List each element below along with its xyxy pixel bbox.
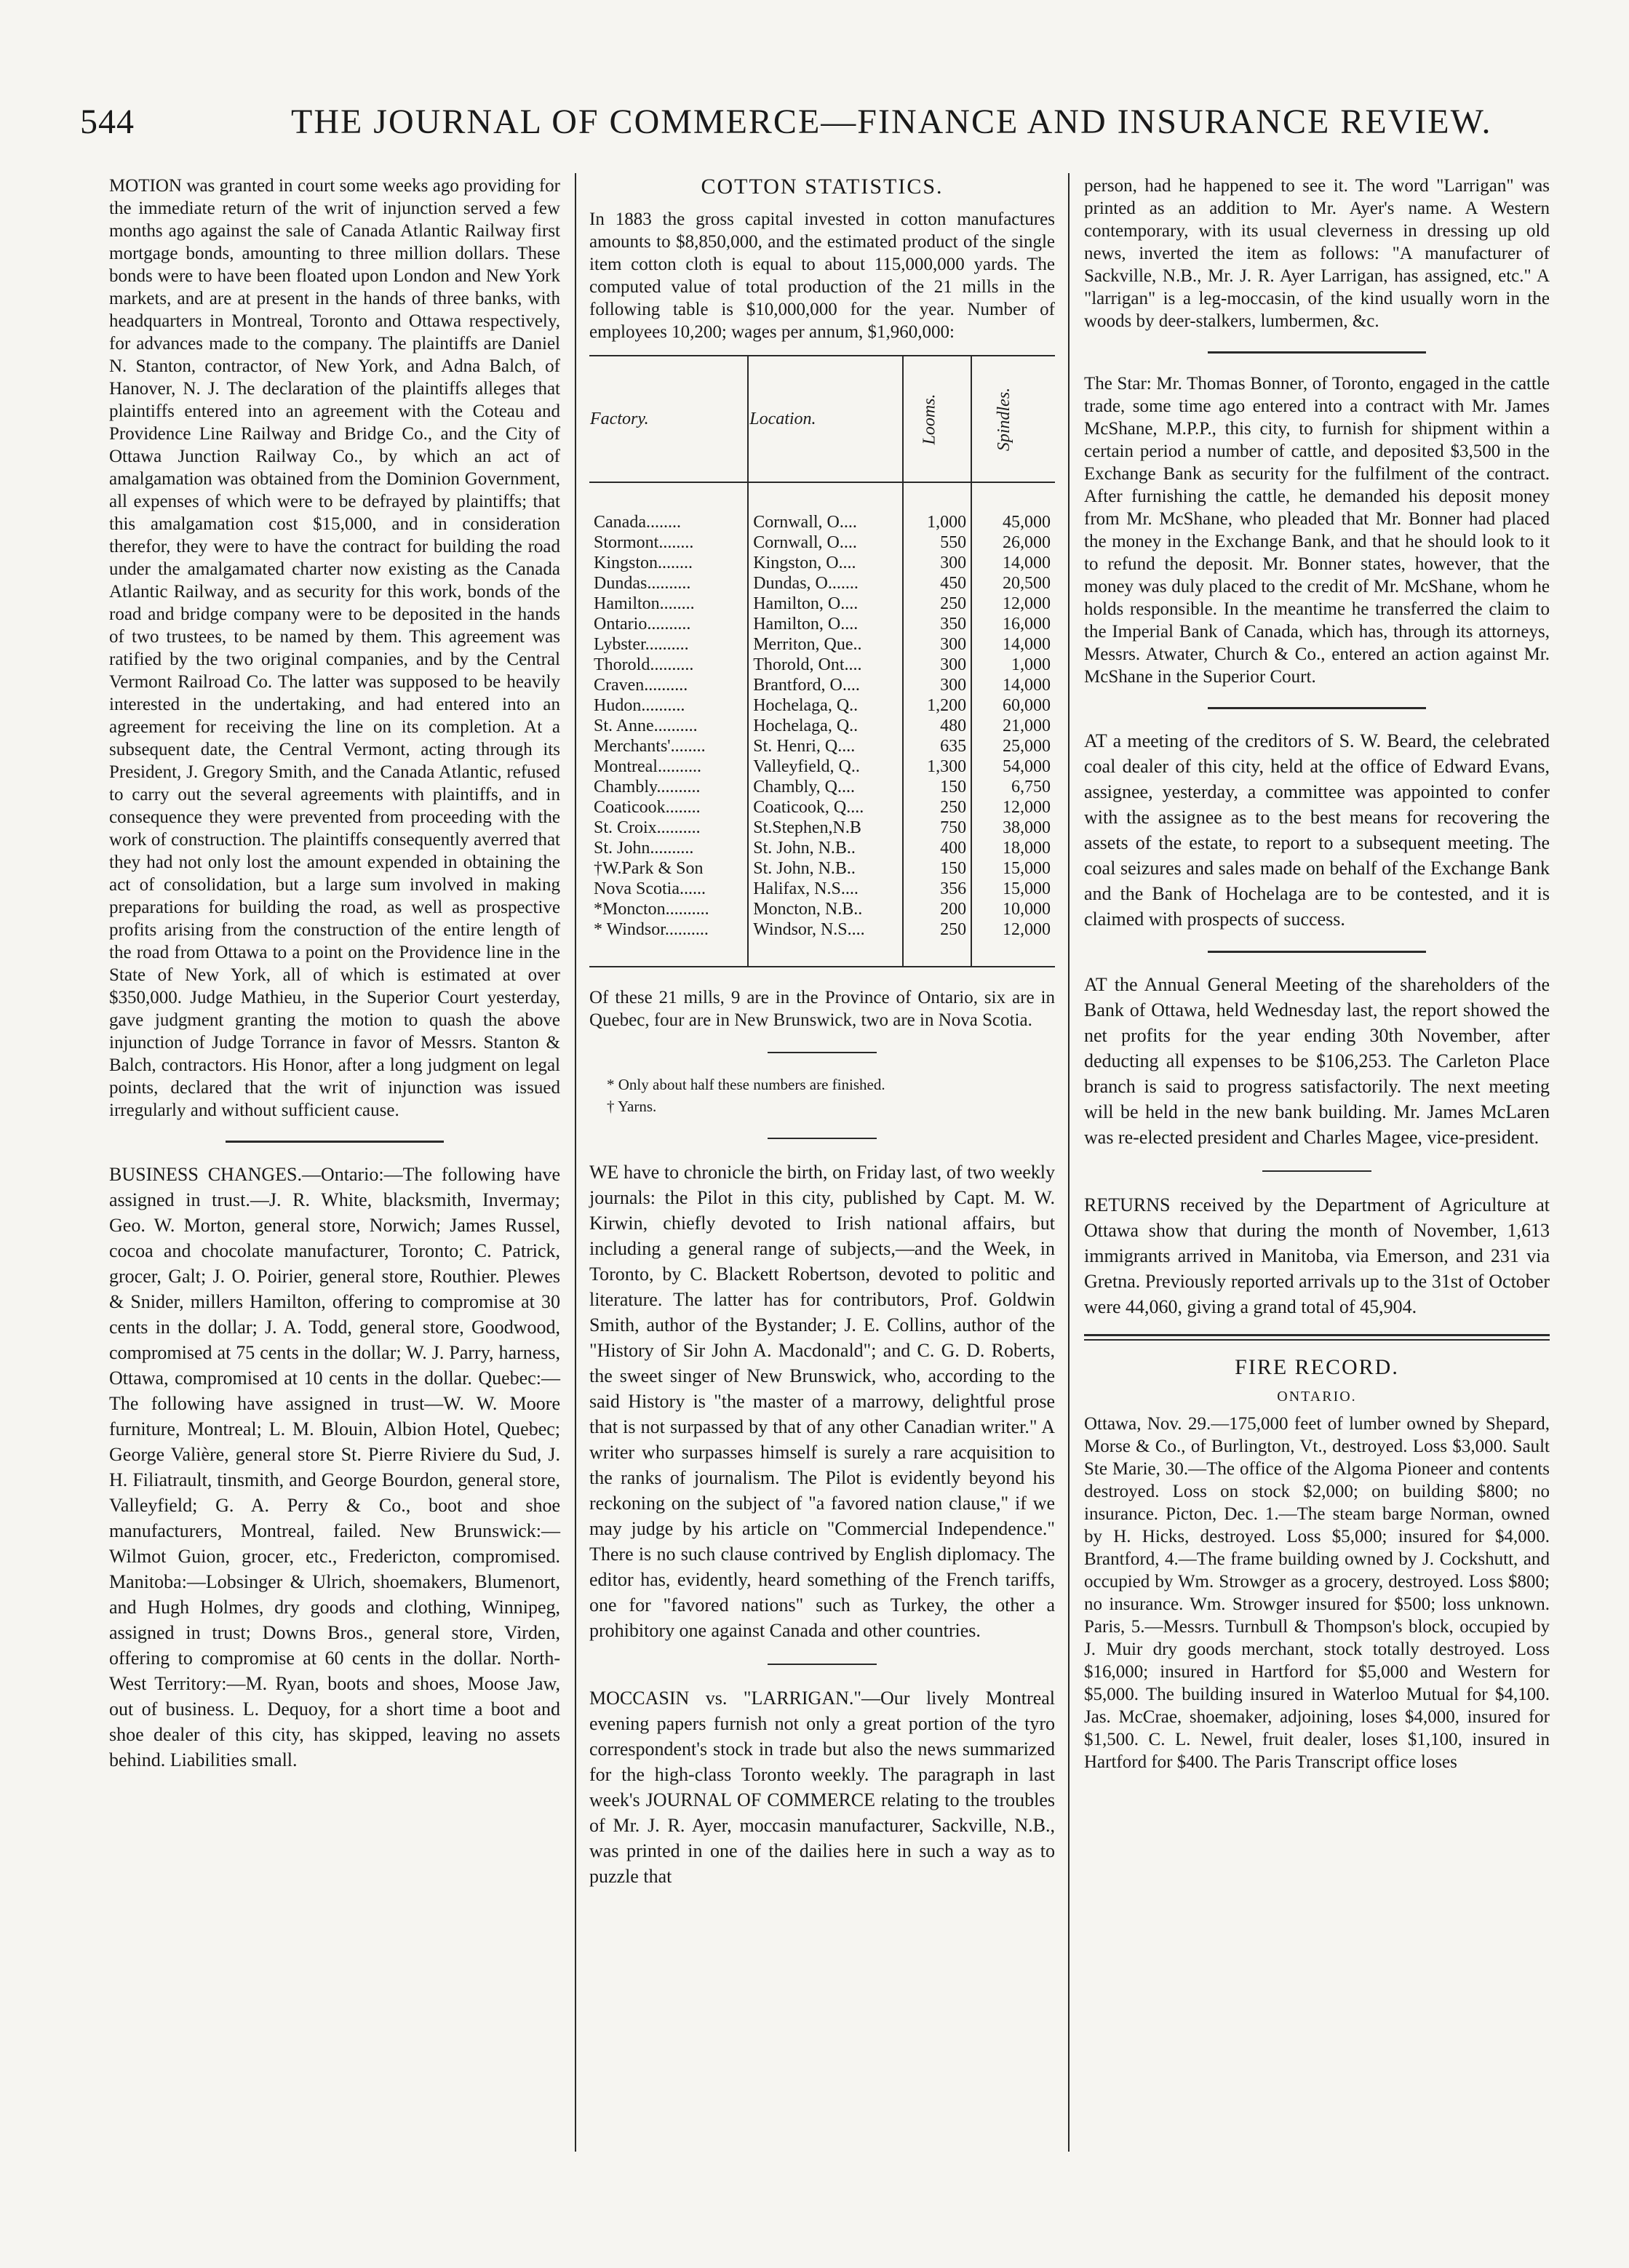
article-injunction: MOTION was granted in court some weeks ago providing for the immediate return of the writ of injunction served a few months ago against the sale of Canada Atlantic Railway first mortgage bonds, amounting to three million dollars. These bonds were to have been floated upon London and New York markets, and are at present in the hands of three banks, with headquarters in Montreal, Toronto and Ottawa respectively, for advances made to the company. The plaintiffs are Daniel N. Stanton, contractor, of New York, and Adna Balch, of Hanover, N. J. The declaration of the plaintiffs alleges that plaintiffs entered into an agreement with the Coteau and Providence Line Railway and Bridge Co., and the City of Ottawa Junction Railway Co., by which an act of amalgamation was obtained from the Dominion Government, all expenses of which were to be defrayed by plaintiffs; that this amalgamation cost $15,000, and in consideration therefor, they were to have the contract for building the road under the amalgamated charter now existing as the Canada Atlantic Railway, and as security for this work, bonds of the road and bridge company were to be deposited in the hands of two trustees, to be named by them. This agreement was ratified by the two original companies, and by the Central Vermont Railroad Co. The latter was supposed to be heavily interested in the undertaking, and had entered into an agreement for receiving the line on its completion. At a subsequent date, the Central Vermont, acting through its President, J. Gregory Smith, and the Canada Atlantic, refused to carry out the several agreements with plaintiffs, and in consequence they were prevented from proceeding with the work of construction. The plaintiffs consequently averred that they had not only lost the amount expended in obtaining the act of consolidation, but a large sum involved in making preparations for building the road, as well as prospective profits arising from the construction of the entire length of the road from Ottawa to a point on the Providence line in the State of New York, all of which is estimated at over $350,000. Judge Mathieu, in the Superior Court yesterday, gave judgment granting the motion to quash the above injunction of Judge Torrance in favor of Messrs. Stanton & Balch, contractors. His Honor, after a long judgment on legal points, declared that the writ of injunction was issued irregularly and without sufficient cause. [109,176,560,1120]
location-cell: Chambly, Q.... [748,777,903,797]
table-spacer-row [589,482,1055,512]
location-cell: Kingston, O.... [748,553,903,573]
looms-cell: 250 [903,797,971,818]
separator [1208,351,1426,354]
table-row [589,594,1055,614]
spindles-cell: 1,000 [971,655,1055,675]
spindles-cell: 18,000 [971,838,1055,858]
location-cell: Merriton, Que.. [748,634,903,655]
journal-title: THE JOURNAL OF COMMERCE—FINANCE AND INSURANCE REVIEW. [291,103,1492,141]
spindles-cell: 15,000 [971,879,1055,899]
article-fire-record: Ottawa, Nov. 29.—175,000 feet of lumber owned by Shepard, Morse & Co., of Burlington, Vt., destroyed. Loss $3,000. Sault Ste Marie, 30.—The office of the Algoma Pioneer and contents destroyed. Loss on stock $2,000; on building $800; no insurance. Picton, Dec. 1.—The steam barge Norman, owned by H. Hicks, destroyed. Loss $5,000; insured for $4,000. Brantford, 4.—The frame building owned by J. Cockshutt, and occupied by Wm. Strowger as a grocery, destroyed. Loss $800; no insurance. Wm. Strowger insured for $500; loss unknown. Paris, 5.—Messrs. Turnbull & Thompson's block, occupied by J. Muir dry goods merchant, stock totally destroyed. Loss $16,000; insured in Hartford for $5,000 and Western for $5,000. The building insured in Waterloo Mutual for $4,100. Jas. McCrae, shoemaker, adjoining, loses $4,000, insured for $1,500. C. L. Newel, fruit dealer, loses $1,100, insured in Hartford for $400. The Paris Transcript office loses [1084,1414,1550,1772]
location-cell: Cornwall, O.... [748,532,903,553]
looms-cell: 150 [903,858,971,879]
cotton-intro: In 1883 the gross capital invested in cotton manufactures amounts to $8,850,000, and the estimated product of the single item cotton cloth is equal to about 115,000,000 yards. The computed value of total production of the 21 mills in the following table is $10,000,000 for the year. Number of employees 10,200; wages per annum, $1,960,000: [589,209,1055,342]
separator [1208,707,1426,709]
looms-cell: 250 [903,594,971,614]
column-rule [575,173,576,2152]
looms-cell: 350 [903,614,971,634]
column-header-location: Location. [748,356,903,482]
fire-record-heading: FIRE RECORD. [1235,1355,1399,1379]
table-end-row [589,940,1055,967]
location-cell: Cornwall, O.... [748,512,903,532]
spindles-cell: 14,000 [971,675,1055,695]
separator [768,1138,877,1139]
fire-record-subheading: ONTARIO. [1277,1389,1357,1405]
factory-cell: * Windsor.......... [594,920,709,939]
looms-cell: 250 [903,919,971,940]
spindles-cell: 25,000 [971,736,1055,756]
cotton-statistics-heading: COTTON STATISTICS. [701,175,944,199]
looms-cell: 356 [903,879,971,899]
looms-cell: 1,000 [903,512,971,532]
article-moccasin-continued: person, had he happened to see it. The word "Larrigan" was printed as an addition to Mr. Ayer's name. A Western contemporary, with its usual cleverness in dressing up old news, inverted the item as follows: "A manufacturer of Sackville, N.B., Mr. J. R. Ayer Larrigan, has assigned, etc." A "larrigan" is a leg-moccasin, of the kind usually worn in the woods by deer-stalkers, lumbermen, &c. [1084,176,1550,331]
factory-cell: Canada........ [594,513,681,532]
looms-cell: 450 [903,573,971,594]
table-row [589,573,1055,594]
column-header-spindles: Spindles. [971,356,1055,482]
factory-cell: Coaticook........ [594,798,701,817]
table-row [589,919,1055,940]
factory-cell: St. John.......... [594,839,694,858]
location-cell: Hamilton, O.... [748,594,903,614]
table-row [589,553,1055,573]
looms-cell: 750 [903,818,971,838]
spindles-cell: 21,000 [971,716,1055,736]
factory-cell: Nova Scotia...... [594,879,706,898]
looms-cell: 300 [903,675,971,695]
location-cell: Valleyfield, Q.. [748,756,903,777]
table-row [589,614,1055,634]
separator [1208,951,1426,953]
location-cell: Hamilton, O.... [748,614,903,634]
table-row [589,512,1055,532]
location-cell: St.Stephen,N.B [748,818,903,838]
cotton-mills-table-body [589,482,1055,967]
factory-cell: Ontario.......... [594,615,691,634]
location-cell: Hochelaga, Q.. [748,695,903,716]
spindles-cell: 45,000 [971,512,1055,532]
factory-cell: Chambly.......... [594,778,701,796]
article-moccasin-larrigan: MOCCASIN vs. "LARRIGAN."—Our lively Montreal evening papers furnish not only a great portion of the tyro correspondent's stock in trade but also the news summarized for the high-class Toronto weekly. The paragraph in last week's JOURNAL OF COMMERCE relating to the troubles of Mr. J. R. Ayer, moccasin manufacturer, Sackville, N.B., was printed in one of the dailies here in such a way as to puzzle that [589,1688,1055,1887]
spindles-cell: 14,000 [971,553,1055,573]
column-rule [1068,173,1070,2152]
spindles-cell: 54,000 [971,756,1055,777]
spindles-cell: 38,000 [971,818,1055,838]
location-cell: St. John, N.B.. [748,858,903,879]
article-business-changes: BUSINESS CHANGES.—Ontario:—The following have assigned in trust.—J. R. White, blacksmith, Invermay; Geo. W. Morton, general store, Norwich; James Russel, cocoa and chocolate manufacturer, Toronto; C. Patrick, grocer, Galt; J. O. Poirier, general store, Routhier. Plewes & Snider, millers Hamilton, offering to compromise at 30 cents in the dollar; J. A. Todd, general store, Goodwood, compromised at 75 cents in the dollar; W. J. Parry, harness, Ottawa, compromised at 10 cents in the dollar. Quebec:—The following have assigned in trust—W. W. Moore furniture, Montreal; L. M. Blouin, Albion Hotel, Quebec; George Valière, general store St. Pierre Riviere du Sud, J. H. Filiatrault, tinsmith, and George Bourdon, general store, Valleyfield; G. A. Perry & Co., boot and shoe manufacturers, Montreal, failed. New Brunswick:—Wilmot Guion, grocer, etc., Fredericton, compromised. Manitoba:—Lobsinger & Ulrich, shoemakers, Blumenort, and Hugh Holmes, dry goods and clothing, Winnipeg, assigned in trust; Downs Bros., general store, Virden, offering to compromise at 60 cents in the dollar. North-West Territory:—M. Ryan, boots and shoes, Moose Jaw, out of business. L. Dequoy, for a short time a boot and shoe dealer of this city, has skipped, leaving no assets behind. Liabilities small. [109,1164,560,1770]
spindles-cell: 20,500 [971,573,1055,594]
separator [768,1664,877,1665]
location-cell: Moncton, N.B.. [748,899,903,919]
column-header-looms: Looms. [903,356,971,482]
table-row [589,736,1055,756]
factory-cell: Thorold.......... [594,655,694,674]
factory-cell: Hudon.......... [594,696,685,715]
looms-cell: 480 [903,716,971,736]
column-middle [589,175,1055,1889]
spindles-cell: 10,000 [971,899,1055,919]
article-bank-of-ottawa: AT the Annual General Meeting of the shareholders of the Bank of Ottawa, held Wednesday last, the report showed the net profits for the year ending 30th November, after deducting all expenses to be $106,253. The Carleton Place branch is said to progress satisfactorily. The next meeting will be held in the new bank building. Mr. James McLaren was re-elected president and Charles Magee, vice-president. [1084,974,1550,1148]
looms-cell: 635 [903,736,971,756]
separator [1084,1334,1550,1341]
table-row [589,716,1055,736]
factory-cell: Stormont........ [594,533,694,552]
looms-cell: 1,300 [903,756,971,777]
table-row [589,777,1055,797]
table-header-row [589,356,1055,482]
factory-cell: Hamilton........ [594,594,695,613]
column-left [109,175,560,1773]
table-row [589,675,1055,695]
spindles-cell: 6,750 [971,777,1055,797]
location-cell: St. John, N.B.. [748,838,903,858]
factory-cell: Montreal.......... [594,757,701,776]
spindles-cell: 12,000 [971,594,1055,614]
looms-cell: 1,200 [903,695,971,716]
location-cell: Thorold, Ont.... [748,655,903,675]
article-new-journals: WE have to chronicle the birth, on Friday last, of two weekly journals: the Pilot in this city, published by Capt. M. W. Kirwin, chiefly devoted to Irish national affairs, but including a general range of subjects,—and the Week, in Toronto, by C. Blackett Robertson, devoted to politic and literature. The latter has for contributors, Prof. Goldwin Smith, author of the Bystander; J. E. Collins, author of the "History of Sir John A. Macdonald"; and C. G. D. Roberts, the sweet singer of New Brunswick, who, according to the said History is "the master of a marrowy, delightful prose that is not surpassed by that of any other Canadian writer." A writer who surpasses himself is surely a rare acquisition to the ranks of journalism. The Pilot is evidently beyond his reckoning on the subject of "a favored nation clause," if we may judge by his article on "Commercial Independence." There is no such clause contrived by English diplomacy. The editor has, evidently, heard something of the French tariffs, one for "favored nations" such as Turkey, the other a prohibitory one against Canada and other countries. [589,1162,1055,1641]
location-cell: Hochelaga, Q.. [748,716,903,736]
factory-cell: *Moncton.......... [594,900,709,919]
separator [226,1141,444,1143]
spindles-cell: 15,000 [971,858,1055,879]
column-right [1084,175,1550,1773]
spindles-cell: 12,000 [971,919,1055,940]
table-row [589,634,1055,655]
looms-cell: 550 [903,532,971,553]
page-header [80,102,1492,153]
table-row [589,858,1055,879]
location-cell: Halifax, N.S.... [748,879,903,899]
factory-cell: Kingston........ [594,554,693,572]
looms-cell: 300 [903,553,971,573]
factory-cell: Dundas.......... [594,574,691,593]
cotton-mills-table [589,355,1055,967]
article-star-bonner: The Star: Mr. Thomas Bonner, of Toronto, engaged in the cattle trade, some time ago entered into a contract with Mr. James McShane, M.P.P., this city, to furnish for shipment within a certain period a number of cattle, and deposited $3,500 in the Exchange Bank as security for the fulfilment of the contract. After furnishing the cattle, he demanded his deposit money from Mr. McShane, who pleaded that Mr. Bonner had placed the money in the Exchange Bank, and that he should look to it to refund the deposit. Mr. Bonner states, however, that the money was duly placed to the credit of Mr. McShane, whom he holds responsible. In the meantime he transferred the claim to the Imperial Bank of Canada, which has, through its attorneys, Messrs. Atwater, Church & Co., entered an action against Mr. McShane in the Superior Court. [1084,374,1550,687]
column-header-factory: Factory. [589,356,748,482]
factory-cell: St. Anne.......... [594,716,698,735]
table-row [589,879,1055,899]
spindles-cell: 60,000 [971,695,1055,716]
table-row [589,818,1055,838]
looms-cell: 150 [903,777,971,797]
footnote-half-finished: * Only about half these numbers are finished. [607,1076,885,1093]
table-row [589,797,1055,818]
location-cell: Brantford, O.... [748,675,903,695]
location-cell: Dundas, O....... [748,573,903,594]
location-cell: Coaticook, Q.... [748,797,903,818]
factory-cell: St. Croix.......... [594,818,701,837]
factory-cell: Lybster.......... [594,635,689,654]
spindles-cell: 26,000 [971,532,1055,553]
article-immigration-returns: RETURNS received by the Department of Agriculture at Ottawa show that during the month of November, 1,613 immigrants arrived in Manitoba, via Emerson, and 231 via Gretna. Previously reported arrivals up to the 31st of October were 44,060, giving a grand total of 45,904. [1084,1194,1550,1317]
cotton-summary: Of these 21 mills, 9 are in the Province of Ontario, six are in Quebec, four are in New Brunswick, two are in Nova Scotia. [589,988,1055,1030]
separator [1262,1170,1371,1172]
separator [768,1052,877,1053]
article-beard-creditors: AT a meeting of the creditors of S. W. Beard, the celebrated coal dealer of this city, held at the office of Edward Evans, assignee, yesterday, a committee was appointed to confer with the assignee as to the best means for recovering the assets of the estate, to report to a subsequent meeting. The coal seizures and sales made on behalf of the Exchange Bank and the Bank of Hochelaga are to be contested, and it is claimed with prospects of success. [1084,730,1550,930]
location-cell: St. Henri, Q.... [748,736,903,756]
looms-cell: 200 [903,899,971,919]
table-row [589,756,1055,777]
factory-cell: †W.Park & Son [594,859,704,878]
looms-cell: 400 [903,838,971,858]
table-row [589,899,1055,919]
location-cell: Windsor, N.S.... [748,919,903,940]
spindles-cell: 16,000 [971,614,1055,634]
table-row [589,655,1055,675]
table-row [589,532,1055,553]
spindles-cell: 14,000 [971,634,1055,655]
looms-cell: 300 [903,634,971,655]
looms-cell: 300 [903,655,971,675]
factory-cell: Merchants'........ [594,737,706,756]
footnote-yarns: † Yarns. [607,1098,657,1115]
table-row [589,695,1055,716]
factory-cell: Craven.......... [594,676,688,695]
table-row [589,838,1055,858]
page-number: 544 [80,103,135,141]
spindles-cell: 12,000 [971,797,1055,818]
